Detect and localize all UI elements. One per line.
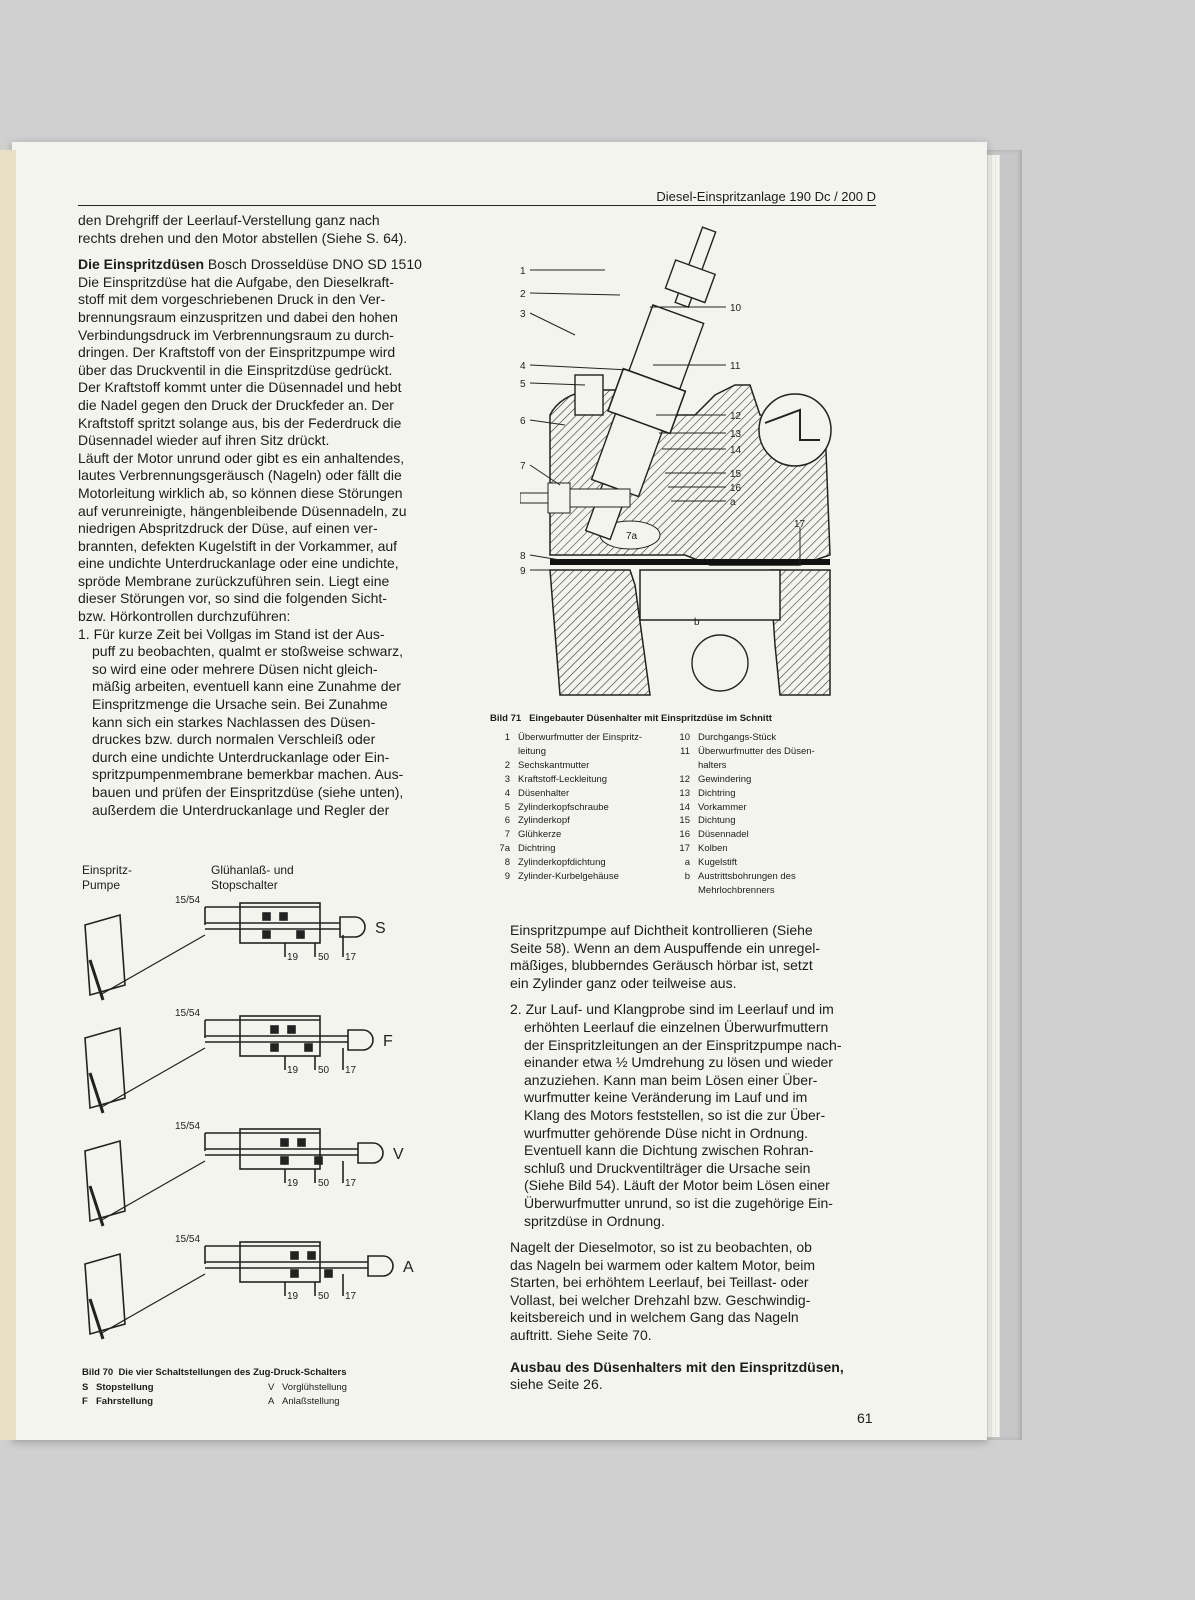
callout-label: 9 [520,566,526,577]
position-letter: A [403,1259,414,1276]
callout-label: 8 [520,551,526,562]
text-line: so wird eine oder mehrere Düsen nicht gleich- [92,660,378,677]
detail-magnifier [759,394,831,466]
legend-key: S [82,1382,89,1393]
callout-label: 10 [730,303,742,314]
section-title: Die Einspritzdüsen [78,256,205,273]
section-heading [78,256,460,274]
callout-label: 16 [730,483,742,494]
section-title-rest: Bosch Drosseldüse DNO SD 1510 [204,256,422,273]
legend-text: Überwurfmutter der Einspritz- [518,732,643,743]
left-column [78,212,460,819]
legend-number: 7a [499,843,510,855]
legend-key: V [268,1382,275,1393]
legend-text: Dichtung [698,815,736,827]
legend-number: 6 [504,815,510,827]
text-line: Starten, bei erhöhtem Leerlauf, bei Teillast- oder [510,1274,809,1291]
list-item-2 [510,1001,862,1230]
legend-row [488,759,668,773]
legend-text: Austrittsbohrungen des [698,871,796,883]
legend-text: leitung [518,745,546,757]
text-line: stoff mit dem vorgeschriebenen Druck in den Ver- [78,291,386,308]
legend-row [668,814,868,828]
terminal-label: 50 [318,1178,330,1189]
terminal-label: 15/54 [175,1008,201,1019]
text-line: puff zu beobachten, qualmt er stoßweise schwarz, [92,643,404,660]
legend-key: F [82,1395,88,1407]
legend-text: Düsennadel [698,829,749,841]
text-line: auf verunreinigte, hängenbleibende Düsennadeln, zu [78,502,407,519]
callout-label: a [730,497,736,508]
text-line: spritzdüse in Ordnung. [524,1212,665,1229]
text-line: Läuft der Motor unrund oder gibt es ein anhaltendes, [78,449,405,466]
piston [640,570,780,620]
callout-label: 12 [730,411,742,422]
terminal-label: 19 [287,1065,299,1076]
text-line: Kraftstoff spritzt solange aus, bis der Federdruck die [78,414,402,431]
legend-text: Dichtring [698,787,736,799]
legend-text: Sechskantmutter [518,759,590,771]
text-line: Düsennadel wieder auf ihren Sitz drückt. [78,432,330,449]
legend-row [488,745,668,759]
fig71-caption [490,713,870,724]
text-line: brennungsraum einzuspritzen und dabei den hohen [78,308,398,325]
text-line: über das Druckventil in die Einspritzdüse gedrückt. [78,361,393,378]
legend-text: Vorkammer [698,801,747,813]
fig70-caption-num: Bild 70 [82,1367,114,1378]
text-line: die Nadel gegen den Druck der Druckfeder an. Der [78,396,394,413]
terminal-label: 15/54 [175,1234,201,1245]
text-line: Nagelt der Dieselmotor, so ist zu beobachten, ob [510,1239,812,1256]
terminal-label: 50 [318,1291,330,1302]
crankshaft [692,635,748,691]
legend-text: Vorglühstellung [282,1382,347,1393]
callout-label: 2 [520,289,526,300]
callout-leader [530,313,575,335]
text-line: Klang des Motors feststellen, so ist die zur Über- [524,1106,826,1123]
text-line: brannten, defekten Kugelstift in der Vorkammer, auf [78,537,398,554]
text-line: dieser Störungen vor, so sind die folgenden Sicht- [78,590,387,607]
legend-number: 16 [679,829,690,841]
callout-label: b [694,617,700,628]
body-paragraph [78,274,460,626]
text-line: mäßig arbeiten, eventuell kann eine Zunahme der [92,678,401,695]
fig70-pump-label: Einspritz- Pumpe [82,863,133,892]
text-line: Einspritzmenge die Ursache sein. Bei Zunahme [92,696,388,713]
fig70-switch-label: Glühanlaß- und Stopschalter [211,863,294,892]
text-line: schluß und Druckventilträger die Ursache sein [524,1159,811,1176]
callout-label: 7 [520,461,526,472]
continued-item-1 [510,922,862,992]
terminal-label: 17 [345,952,357,963]
text-line: 1. Für kurze Zeit bei Vollgas im Stand ist der Aus- [78,625,385,642]
fig70-switch-diagram [75,895,475,1365]
callout-label: 7a [626,531,638,542]
legend-number: 13 [679,787,690,799]
fig71-legend-left [488,731,668,884]
legend-row [668,884,868,898]
text-line: das Nageln bei warmem oder kaltem Motor, beim [510,1256,816,1273]
text-line: Einspritzpumpe auf Dichtheit kontrollieren (Siehe [510,922,813,938]
text-line: ein Zylinder ganz oder teilweise aus. [510,974,737,991]
legend-text: Glühkerze [518,829,562,841]
head-gasket [550,559,830,565]
cylinder-block [550,570,650,695]
legend-text: Überwurfmutter des Düsen- [698,745,815,757]
legend-row [668,745,868,759]
fig70-legend-right [268,1381,468,1409]
fig71-injector-section [520,225,865,715]
text-line: wurfmutter keine Veränderung im Lauf und im [524,1089,808,1106]
final-heading [510,1359,862,1377]
text-line: (Siehe Bild 54). Läuft der Motor beim Lösen einer [524,1177,830,1194]
callout-label: 13 [730,429,742,440]
legend-text: Durchgangs-Stück [698,732,777,743]
switch-position-f [85,1016,373,1113]
final-heading-rest: siehe Seite 26. [510,1376,603,1393]
text-line: niedrigen Abspritzdruck der Düse, auf einen ver- [78,520,378,537]
legend-number: 12 [679,773,690,785]
legend-number: 2 [504,759,510,771]
legend-text: Kugelstift [698,857,738,869]
legend-text: Kolben [698,843,728,855]
legend-number: 4 [504,787,510,799]
intro-line: den Drehgriff der Leerlauf-Verstellung ganz nach [78,212,380,228]
right-column [510,922,862,1394]
legend-text: Düsenhalter [518,787,570,799]
legend-number: 17 [679,843,690,855]
text-line: einander etwa ½ Umdrehung zu lösen und wieder [524,1054,833,1071]
switch-position-v [85,1129,383,1226]
fig70-caption-text: Die vier Schaltstellungen des Zug-Druck-Schalters [118,1367,347,1378]
terminal-label: 50 [318,952,330,963]
legend-row [668,759,868,773]
terminal-label: 19 [287,1291,299,1302]
text-line: auftritt. Siehe Seite 70. [510,1327,652,1344]
text-line: Seite 58). Wenn an dem Auspuffende ein unregel- [510,939,821,956]
terminal-label: 17 [345,1291,357,1302]
terminal-label: 19 [287,952,299,963]
text-line: Eventuell kann die Dichtung zwischen Rohran- [524,1142,814,1159]
legend-row [668,870,868,884]
legend-number: 3 [504,773,510,785]
legend-text: Zylinderkopfschraube [518,801,609,813]
callout-label: 1 [520,266,526,277]
fig71-caption-text: Eingebauter Düsenhalter mit Einspritzdüse im Schnitt [529,713,772,724]
text-line: 2. Zur Lauf- und Klangprobe sind im Leerlauf und im [510,1001,834,1018]
terminal-label: 17 [345,1065,357,1076]
legend-text: Anlaßstellung [282,1395,340,1407]
text-line: keitsbereich und in welchem Gang das Nageln [510,1309,799,1326]
terminal-label: 50 [318,1065,330,1076]
legend-row [668,828,868,842]
legend-number: 14 [679,801,690,813]
legend-number: 5 [504,801,510,813]
legend-row [488,814,668,828]
legend-row [668,787,868,801]
callout-leader [530,293,620,295]
fig70-caption [82,1367,482,1378]
legend-text: Zylinderkopf [518,815,570,827]
text-line: Verbindungsdruck im Verbrennungsraum zu durch- [78,326,394,343]
legend-row [488,842,668,856]
text-line: druckes bzw. durch normalen Verschleiß oder [92,731,376,748]
text-line: spröde Membrane zurückzuführen sein. Liegt eine [78,572,390,589]
legend-row [488,787,668,801]
callout-label: 11 [730,361,741,372]
legend-number: 15 [679,815,690,827]
legend-row [668,856,868,870]
legend-row [488,828,668,842]
legend-text: Gewindering [698,773,752,785]
terminal-label: 17 [345,1178,357,1189]
legend-row [668,842,868,856]
text-line: erhöhten Leerlauf die einzelnen Überwurfmuttern [524,1018,829,1035]
legend-text: Zylinderkopfdichtung [518,857,606,869]
legend-number: 9 [504,871,510,883]
text-line: Vollast, bei welcher Drehzahl bzw. Geschwindig- [510,1291,811,1308]
callout-leader [530,365,630,370]
text-line: anzuziehen. Kann man beim Lösen einer Über- [524,1071,818,1088]
text-line: kann sich ein starkes Nachlassen des Düsen- [92,713,376,730]
legend-text: Dichtring [518,843,556,855]
legend-number: 10 [679,732,690,743]
position-letter: V [393,1146,404,1163]
text-line: außerdem die Unterdruckanlage und Regler der [92,801,390,818]
legend-text: Fahrstellung [96,1395,154,1407]
position-letter: S [375,920,386,937]
callout-label: 3 [520,309,526,320]
legend-row [668,773,868,787]
text-line: dringen. Der Kraftstoff von der Einspritzpumpe wird [78,344,396,361]
legend-text: Kraftstoff-Leckleitung [518,773,608,785]
legend-number: 7 [504,829,510,841]
book-spine [0,150,16,1440]
fig70-legend-left [82,1381,282,1409]
text-line: Überwurfmutter unrund, so ist die zugehörige Ein- [524,1194,833,1211]
callout-label: 14 [730,445,742,456]
callout-label: 6 [520,416,526,427]
legend-text: halters [698,759,727,771]
legend-row [668,801,868,815]
legend-row [488,773,668,787]
legend-row [488,870,668,884]
legend-number [668,884,698,898]
text-line: Der Kraftstoff kommt unter die Düsennadel und hebt [78,379,402,396]
callout-label: 15 [730,469,742,480]
legend-text: Zylinder-Kurbelgehäuse [518,871,619,883]
list-item-1 [78,626,460,820]
legend-key: A [268,1395,275,1407]
text-line: der Einspritzleitungen an der Einspritzpumpe nach- [524,1036,842,1053]
text-line: Die Einspritzdüse hat die Aufgabe, den Dieselkraft- [78,273,394,290]
text-line: durch eine undichte Unterdruckanlage oder Ein- [92,748,390,765]
callout-label: 4 [520,361,526,372]
legend-row [488,801,668,815]
terminal-label: 15/54 [175,1121,201,1132]
text-line: spritzpumpenmembrane bemerkbar machen. Aus- [92,766,404,783]
head-bolt [575,375,603,415]
legend-row [488,731,668,745]
intro-line: rechts drehen und den Motor abstellen (Siehe S. 64). [78,229,408,246]
fig71-caption-num: Bild 71 [490,713,522,724]
page-number: 61 [857,1410,873,1426]
legend-number: 11 [680,745,690,757]
legend-number [668,759,698,773]
legend-text: Stopstellung [96,1382,154,1393]
legend-text: Mehrlochbrenners [698,884,775,896]
legend-number: b [684,871,690,883]
position-letter: F [383,1033,393,1050]
text-line: wurfmutter gehörende Düse nicht in Ordnung. [524,1124,809,1141]
callout-label: 17 [794,519,806,530]
fig71-legend-right [668,731,868,898]
legend-number: 1 [504,732,510,743]
legend-number [488,745,518,759]
text-line: bzw. Hörkontrollen durchzuführen: [78,608,291,625]
text-line: Motorleitung wirklich ab, so können diese Störungen [78,484,403,501]
final-heading-bold: Ausbau des Düsenhalters mit den Einspritzdüsen, [510,1358,844,1375]
terminal-label: 19 [287,1178,299,1189]
legend-number: a [684,857,690,869]
legend-row [488,856,668,870]
legend-number: 8 [504,857,510,869]
callout-label: 5 [520,379,526,390]
legend-row [668,731,868,745]
terminal-label: 15/54 [175,895,201,906]
text-line: lautes Verbrennungsgeräusch (Nageln) oder fällt die [78,467,402,484]
text-line: bauen und prüfen der Einspritzdüse (siehe unten), [92,784,404,800]
text-line: mäßiges, blubberndes Geräusch hörbar ist, setzt [510,957,813,974]
list-item-2-continued [510,1239,862,1345]
running-header: Diesel-Einspritzanlage 190 Dc / 200 D [78,189,876,206]
text-line: eine undichte Unterdruckanlage oder eine undichte, [78,555,399,572]
